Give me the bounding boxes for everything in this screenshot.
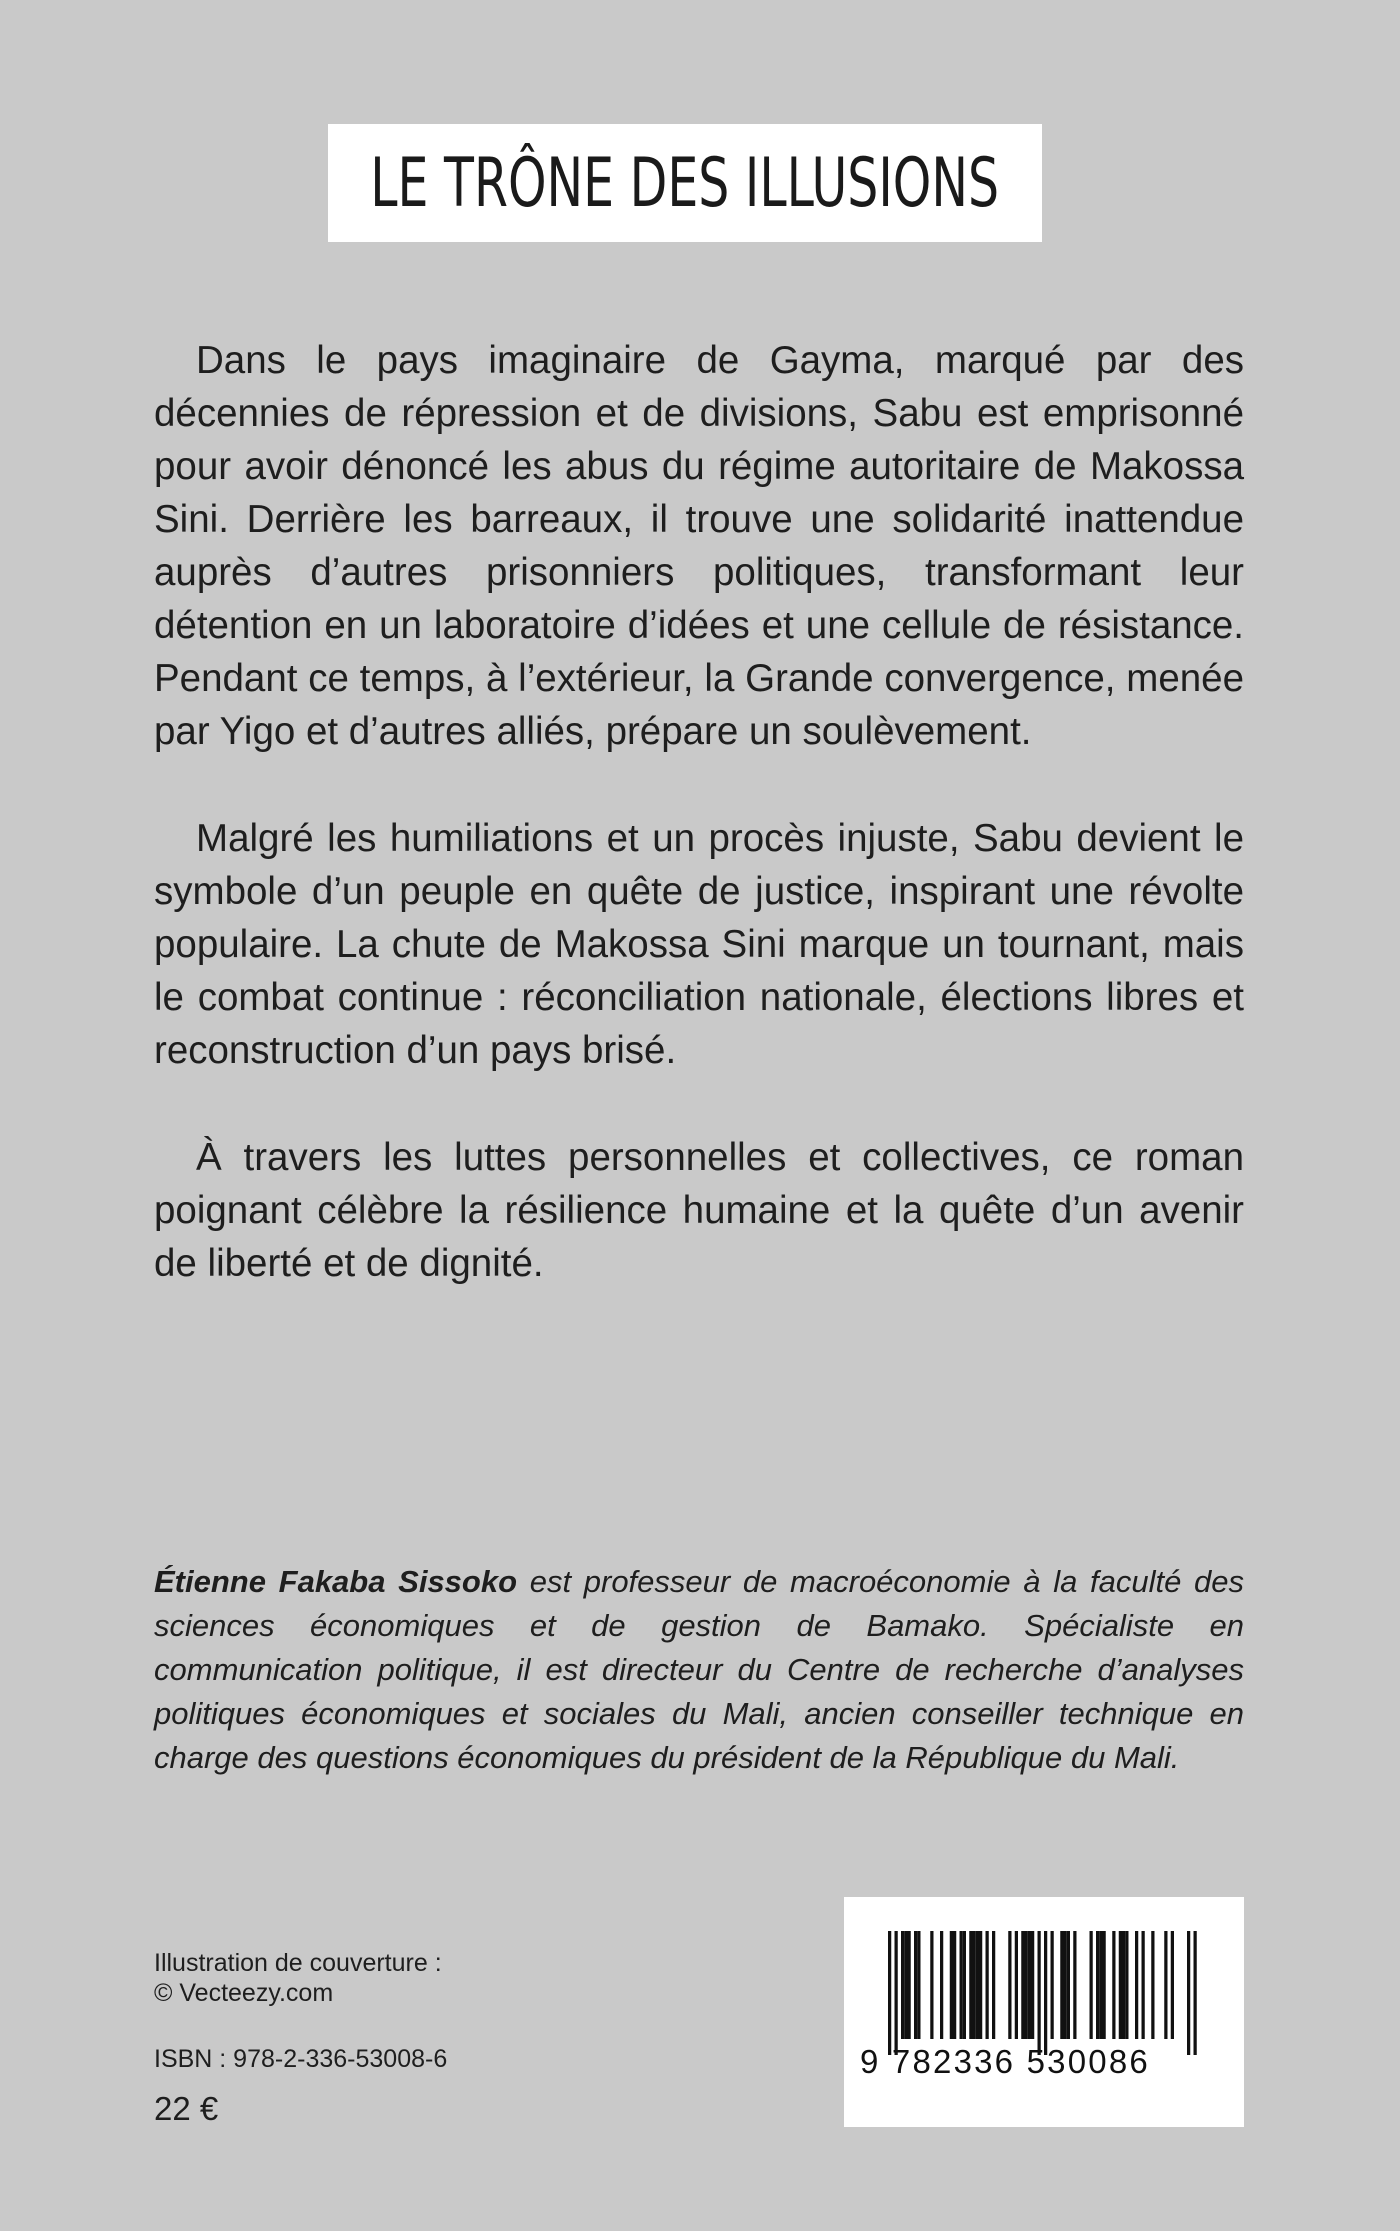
barcode-bar [1028, 1931, 1031, 2039]
illustration-credits [154, 1948, 442, 2008]
barcode-bar [963, 1931, 966, 2039]
barcode-bar [950, 1931, 953, 2039]
barcode-bar [973, 1931, 976, 2039]
barcode-bar [979, 1931, 982, 2039]
barcode-bar [904, 1931, 907, 2039]
barcode-bar [888, 1931, 891, 2055]
barcode-bar [1090, 1931, 1093, 2039]
barcode-bar [1067, 1931, 1070, 2039]
barcode-bar [1096, 1931, 1099, 2039]
price: 22 € [154, 2090, 219, 2127]
barcode-bar [1194, 1931, 1197, 2055]
barcode-bar [1187, 1931, 1190, 2055]
barcode-bar [969, 1931, 972, 2039]
barcode-bar [1103, 1931, 1106, 2039]
barcode-bar [1119, 1931, 1122, 2039]
barcode-bar [914, 1931, 917, 2039]
barcode-box [844, 1897, 1244, 2127]
barcode-bar [1073, 1931, 1076, 2039]
barcode-bar [917, 1931, 920, 2039]
barcode-bar [1151, 1931, 1154, 2039]
barcode-bar [1064, 1931, 1067, 2039]
synopsis-paragraph: Dans le pays imaginaire de Gayma, marqué par des décennies de répression et de divisions, Sabu est emprisonné pour avoir dénoncé les abus du régime autoritaire de Makossa Sini. Derrière les barreaux, il trouve une solidarité inattendue auprès d’autres prisonniers politiques, transformant leur détention en un laboratoire d’idées et une cellule de résistance. Pendant ce temps, à l’extérieur, la Grande convergence, menée par Yigo et d’autres alliés, prépare un soulèvement. [154, 339, 1244, 753]
barcode-bar [940, 1931, 943, 2039]
barcode-bar [1038, 1931, 1041, 2055]
barcode-bar [1008, 1931, 1011, 2039]
barcode-bar [1171, 1931, 1174, 2039]
barcode-bar [1021, 1931, 1024, 2039]
barcode-bar [976, 1931, 979, 2039]
author-bio [154, 1560, 1244, 1780]
barcode-bar [1112, 1931, 1115, 2039]
author-name: Étienne Fakaba Sissoko [154, 1564, 518, 1599]
illustration-label: Illustration de couverture : [154, 1949, 442, 1977]
barcode-bar [1031, 1931, 1034, 2039]
barcode-bar [901, 1931, 904, 2039]
barcode-bar [1051, 1931, 1054, 2039]
barcode-bar [1015, 1931, 1018, 2039]
barcode-bar [960, 1931, 963, 2039]
barcode-bar [986, 1931, 989, 2039]
barcode-bar [1142, 1931, 1145, 2039]
barcode-bar [1164, 1931, 1167, 2039]
barcode-bar [895, 1931, 898, 2055]
barcode-bar [1060, 1931, 1063, 2039]
author-bio-text: est professeur de macroéconomie à la faculté des sciences économiques et de gestion de Bamako. Spécialiste en communication politique, il est directeur du Centre de recherche d’analyses politiques économiques et sociales du Mali, ancien conseiller technique en charge des questions économiques du président de la République du Mali. [154, 1564, 1244, 1775]
synopsis-paragraph: Malgré les humiliations et un procès injuste, Sabu devient le symbole d’un peuple en quête de justice, inspirant une révolte populaire. La chute de Makossa Sini marque un tournant, mais le combat continue : réconciliation nationale, élections libres et reconstruction d’un pays brisé. [154, 817, 1244, 1072]
isbn: ISBN : 978-2-336-53008-6 [154, 2045, 448, 2073]
barcode-bar [1122, 1931, 1125, 2039]
barcode-bar [908, 1931, 911, 2039]
barcode-bar [1135, 1931, 1138, 2039]
book-title: LE TRÔNE DES ILLUSIONS [370, 143, 1000, 223]
barcode-digits: 9 782336 530086 [860, 2043, 1150, 2080]
synopsis [154, 334, 1244, 1344]
barcode-bar [1099, 1931, 1102, 2039]
synopsis-paragraph: À travers les luttes personnelles et collectives, ce roman poignant célèbre la résilience humaine et la quête d’un avenir de liberté et de dignité. [154, 1136, 1244, 1285]
barcode-bar [953, 1931, 956, 2039]
title-box [328, 124, 1042, 242]
barcode-bar [1025, 1931, 1028, 2039]
barcode-bar [930, 1931, 933, 2039]
barcode-bar [1044, 1931, 1047, 2055]
barcode-bar [992, 1931, 995, 2039]
illustration-source: © Vecteezy.com [154, 1979, 334, 2007]
barcode-bar [1125, 1931, 1128, 2039]
barcode-icon [860, 1931, 1228, 2055]
